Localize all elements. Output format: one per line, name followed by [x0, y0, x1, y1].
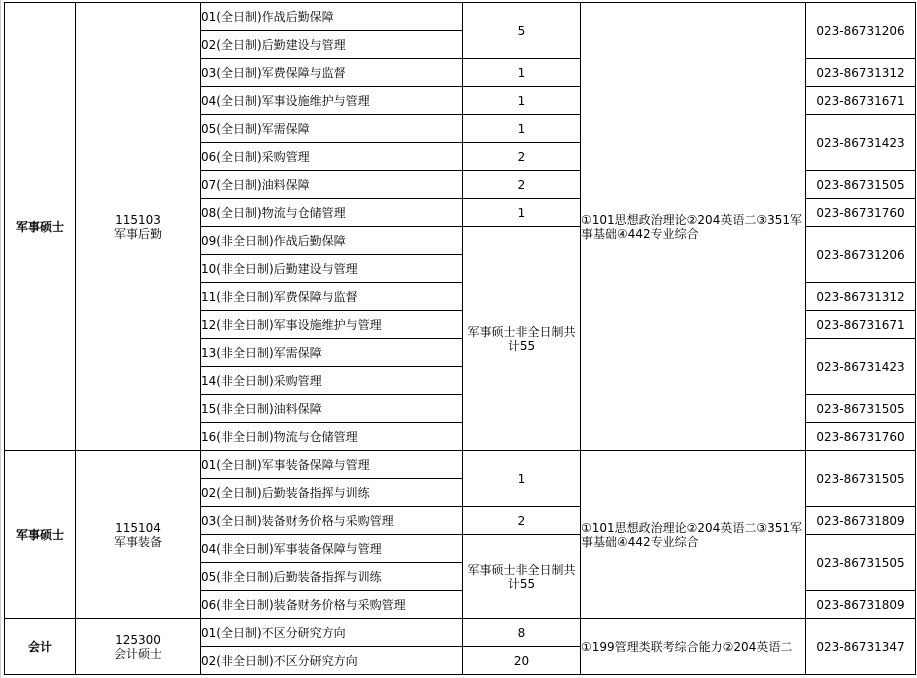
category-cell: 军事硕士: [5, 3, 76, 451]
exam-subjects-cell: ①199管理类联考综合能力②204英语二: [581, 619, 806, 675]
program-cell: [76, 3, 201, 451]
direction-cell: 06(非全日制)装备财务价格与采购管理: [201, 591, 463, 619]
direction-cell: 12(非全日制)军事设施维护与管理: [201, 311, 463, 339]
program-code: 115104: [115, 520, 161, 535]
phone-cell: 023-86731505: [806, 171, 916, 199]
direction-cell: 10(非全日制)后勤建设与管理: [201, 255, 463, 283]
direction-cell: 11(非全日制)军费保障与监督: [201, 283, 463, 311]
quota-cell: 5: [463, 3, 581, 59]
direction-cell: 13(非全日制)军需保障: [201, 339, 463, 367]
direction-cell: 02(非全日制)不区分研究方向: [201, 647, 463, 675]
direction-cell: 04(全日制)军事设施维护与管理: [201, 87, 463, 115]
phone-cell: 023-86731760: [806, 199, 916, 227]
sheet-left-gridline: [0, 0, 1, 678]
phone-cell: 023-86731206: [806, 227, 916, 283]
direction-cell: 04(非全日制)军事装备保障与管理: [201, 535, 463, 563]
category-cell: 会计: [5, 619, 76, 675]
quota-cell: 军事硕士非全日制共计55: [463, 535, 581, 619]
direction-cell: 08(全日制)物流与仓储管理: [201, 199, 463, 227]
phone-cell: 023-86731312: [806, 283, 916, 311]
phone-cell: 023-86731206: [806, 3, 916, 59]
phone-cell: 023-86731312: [806, 59, 916, 87]
direction-cell: 02(全日制)后勤装备指挥与训练: [201, 479, 463, 507]
direction-cell: 05(全日制)军需保障: [201, 115, 463, 143]
direction-cell: 03(全日制)装备财务价格与采购管理: [201, 507, 463, 535]
direction-cell: 01(全日制)军事装备保障与管理: [201, 451, 463, 479]
phone-cell: 023-86731347: [806, 619, 916, 675]
phone-cell: 023-86731423: [806, 339, 916, 395]
program-name: 军事后勤: [113, 226, 162, 241]
direction-cell: 05(非全日制)后勤装备指挥与训练: [201, 563, 463, 591]
phone-cell: 023-86731423: [806, 115, 916, 171]
table-row: [5, 451, 916, 479]
quota-cell: 1: [463, 59, 581, 87]
direction-cell: 14(非全日制)采购管理: [201, 367, 463, 395]
phone-cell: 023-86731809: [806, 591, 916, 619]
quota-cell: 8: [463, 619, 581, 647]
phone-cell: 023-86731760: [806, 423, 916, 451]
admissions-table: [4, 2, 916, 675]
direction-cell: 16(非全日制)物流与仓储管理: [201, 423, 463, 451]
direction-cell: 07(全日制)油料保障: [201, 171, 463, 199]
quota-cell: 2: [463, 507, 581, 535]
exam-subjects-cell: ①101思想政治理论②204英语二③351军事基础④442专业综合: [581, 3, 806, 451]
exam-subjects-cell: ①101思想政治理论②204英语二③351军事基础④442专业综合: [581, 451, 806, 619]
phone-cell: 023-86731671: [806, 311, 916, 339]
direction-cell: 03(全日制)军费保障与监督: [201, 59, 463, 87]
quota-cell: 1: [463, 451, 581, 507]
program-cell: [76, 619, 201, 675]
phone-cell: 023-86731671: [806, 87, 916, 115]
phone-cell: 023-86731809: [806, 507, 916, 535]
quota-cell: 1: [463, 115, 581, 143]
table-row: [5, 3, 916, 31]
phone-cell: 023-86731505: [806, 451, 916, 507]
direction-cell: 01(全日制)作战后勤保障: [201, 3, 463, 31]
phone-cell: 023-86731505: [806, 395, 916, 423]
category-cell: 军事硕士: [5, 451, 76, 619]
direction-cell: 02(全日制)后勤建设与管理: [201, 31, 463, 59]
direction-cell: 06(全日制)采购管理: [201, 143, 463, 171]
program-code: 115103: [115, 212, 161, 227]
phone-cell: 023-86731505: [806, 535, 916, 591]
quota-cell: 2: [463, 171, 581, 199]
quota-cell: 20: [463, 647, 581, 675]
table-row: [5, 619, 916, 647]
quota-cell: 军事硕士非全日制共计55: [463, 227, 581, 451]
direction-cell: 01(全日制)不区分研究方向: [201, 619, 463, 647]
quota-cell: 1: [463, 199, 581, 227]
program-cell: [76, 451, 201, 619]
direction-cell: 09(非全日制)作战后勤保障: [201, 227, 463, 255]
program-name: 军事装备: [113, 534, 162, 549]
direction-cell: 15(非全日制)油料保障: [201, 395, 463, 423]
quota-cell: 2: [463, 143, 581, 171]
program-code: 125300: [115, 632, 161, 647]
program-name: 会计硕士: [113, 646, 162, 661]
quota-cell: 1: [463, 87, 581, 115]
